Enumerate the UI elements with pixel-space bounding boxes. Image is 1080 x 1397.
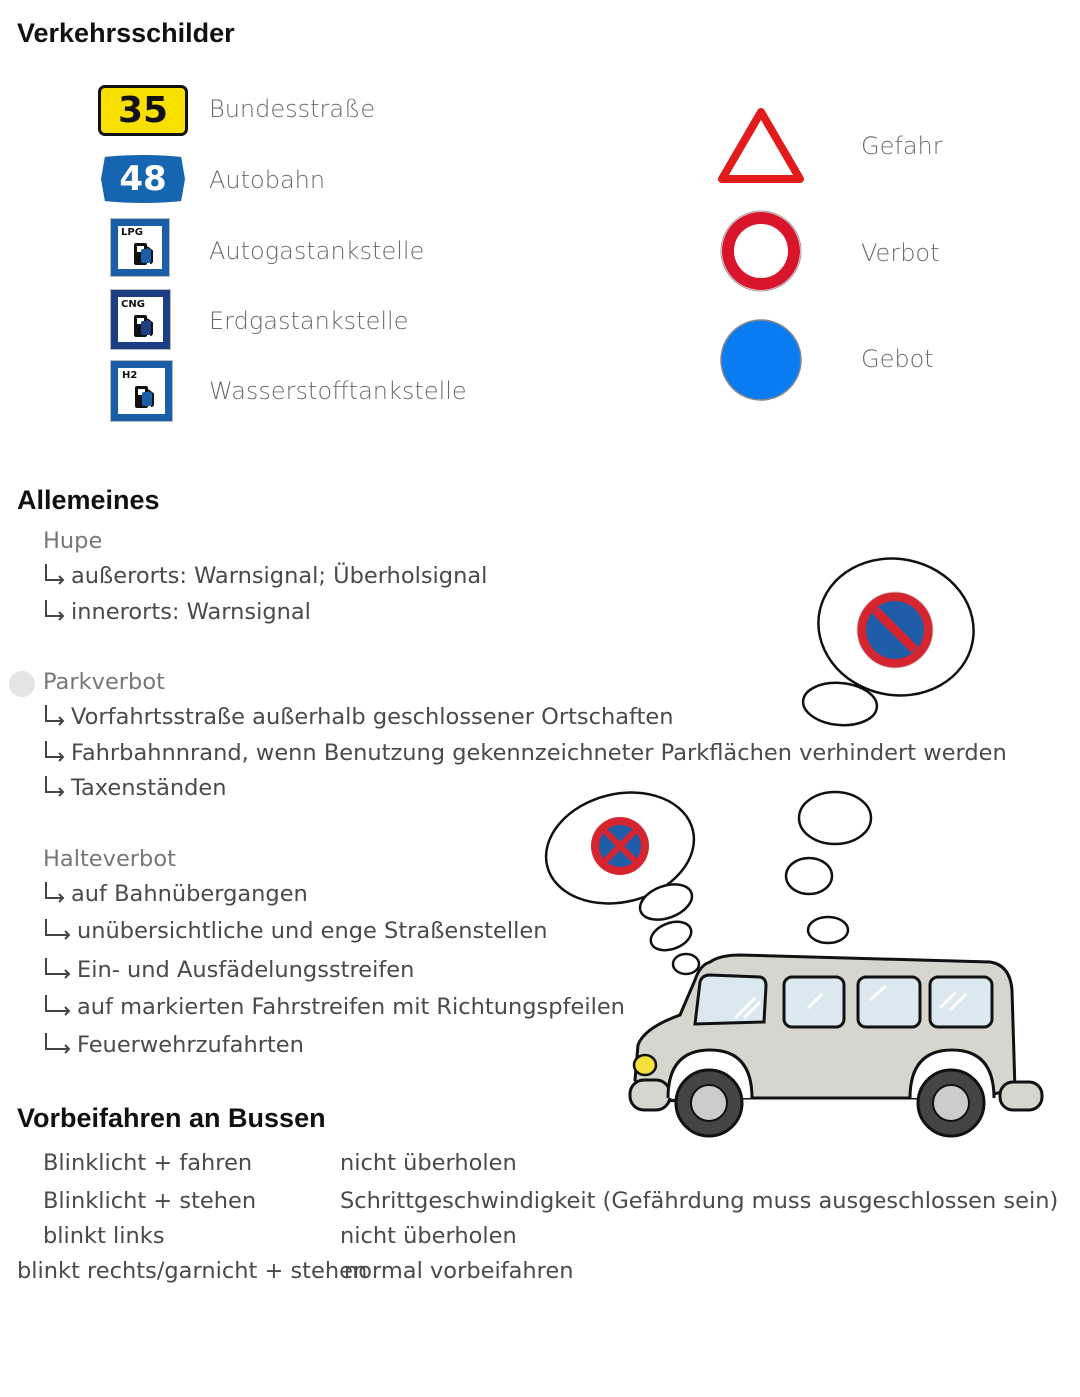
sub-arrow-icon — [43, 957, 73, 979]
table-row-condition: blinkt rechts/garnicht + stehen — [17, 1258, 368, 1284]
prohibition-sign — [718, 208, 804, 294]
table-row-rule: Schrittgeschwindigkeit (Gefährdung muss ausgeschlossen sein) — [340, 1188, 1059, 1214]
section-title-signs: Verkehrsschilder — [17, 18, 235, 48]
hydrogen-sign: H2 — [110, 360, 173, 422]
label-autogastankstelle: Autogastankstelle — [209, 237, 425, 265]
danger-triangle-sign — [716, 106, 806, 186]
list-item: Taxenständen — [43, 775, 227, 801]
cng-sign: CNG — [110, 289, 171, 350]
fuel-pump-icon — [131, 239, 157, 267]
halteverbot-heading: Halteverbot — [43, 846, 176, 872]
section-title-bus: Vorbeifahren an Bussen — [17, 1103, 326, 1133]
table-row-condition: Blinklicht + fahren — [43, 1150, 253, 1176]
bus-illustration — [540, 550, 1050, 1150]
label-verbot: Verbot — [861, 239, 940, 267]
bullet-marker — [9, 671, 35, 697]
table-row-condition: Blinklicht + stehen — [43, 1188, 257, 1214]
label-gefahr: Gefahr — [861, 132, 943, 160]
label-erdgastankstelle: Erdgastankstelle — [209, 307, 409, 335]
sub-arrow-icon — [43, 704, 67, 726]
no-parking-icon — [857, 592, 933, 668]
autobahn-sign: 48 — [98, 154, 188, 204]
sub-arrow-icon — [43, 775, 67, 797]
list-item: auf Bahnübergangen — [43, 881, 308, 907]
list-item: Vorfahrtsstraße außerhalb geschlossener Ortschaften — [43, 704, 674, 730]
sub-arrow-icon — [43, 994, 73, 1016]
sub-arrow-icon — [43, 563, 67, 585]
list-item: Fahrbahnnrand, wenn Benutzung gekennzeichneter Parkflächen verhindert werden — [43, 740, 1007, 766]
parkverbot-heading: Parkverbot — [43, 669, 165, 695]
list-item: Feuerwehrzufahrten — [43, 1032, 304, 1058]
table-row-condition: blinkt links — [43, 1223, 165, 1249]
table-row-rule: normal vorbeifahren — [344, 1258, 574, 1284]
label-wasserstofftankstelle: Wasserstofftankstelle — [209, 377, 467, 405]
list-item: unübersichtliche und enge Straßenstellen — [43, 918, 547, 944]
label-autobahn: Autobahn — [209, 166, 326, 194]
list-item: Ein- und Ausfädelungsstreifen — [43, 957, 414, 983]
list-item: auf markierten Fahrstreifen mit Richtungspfeilen — [43, 994, 625, 1020]
list-item: außerorts: Warnsignal; Überholsignal — [43, 563, 487, 589]
label-gebot: Gebot — [861, 345, 934, 373]
sub-arrow-icon — [43, 599, 67, 621]
list-item: innerorts: Warnsignal — [43, 599, 311, 625]
table-row-rule: nicht überholen — [340, 1150, 517, 1176]
fuel-pump-icon — [131, 311, 157, 339]
lpg-sign: LPG — [110, 218, 170, 277]
bundesstrasse-sign: 35 — [98, 85, 188, 136]
label-bundesstrasse: Bundesstraße — [209, 95, 376, 123]
section-title-general: Allemeines — [17, 485, 160, 515]
sub-arrow-icon — [43, 881, 67, 903]
sub-arrow-icon — [43, 1032, 73, 1054]
hupe-heading: Hupe — [43, 528, 103, 554]
table-row-rule: nicht überholen — [340, 1223, 517, 1249]
sub-arrow-icon — [43, 918, 73, 940]
fuel-pump-icon — [132, 382, 158, 410]
mandatory-sign — [718, 317, 804, 403]
no-stopping-icon — [591, 817, 649, 875]
sub-arrow-icon — [43, 740, 67, 762]
